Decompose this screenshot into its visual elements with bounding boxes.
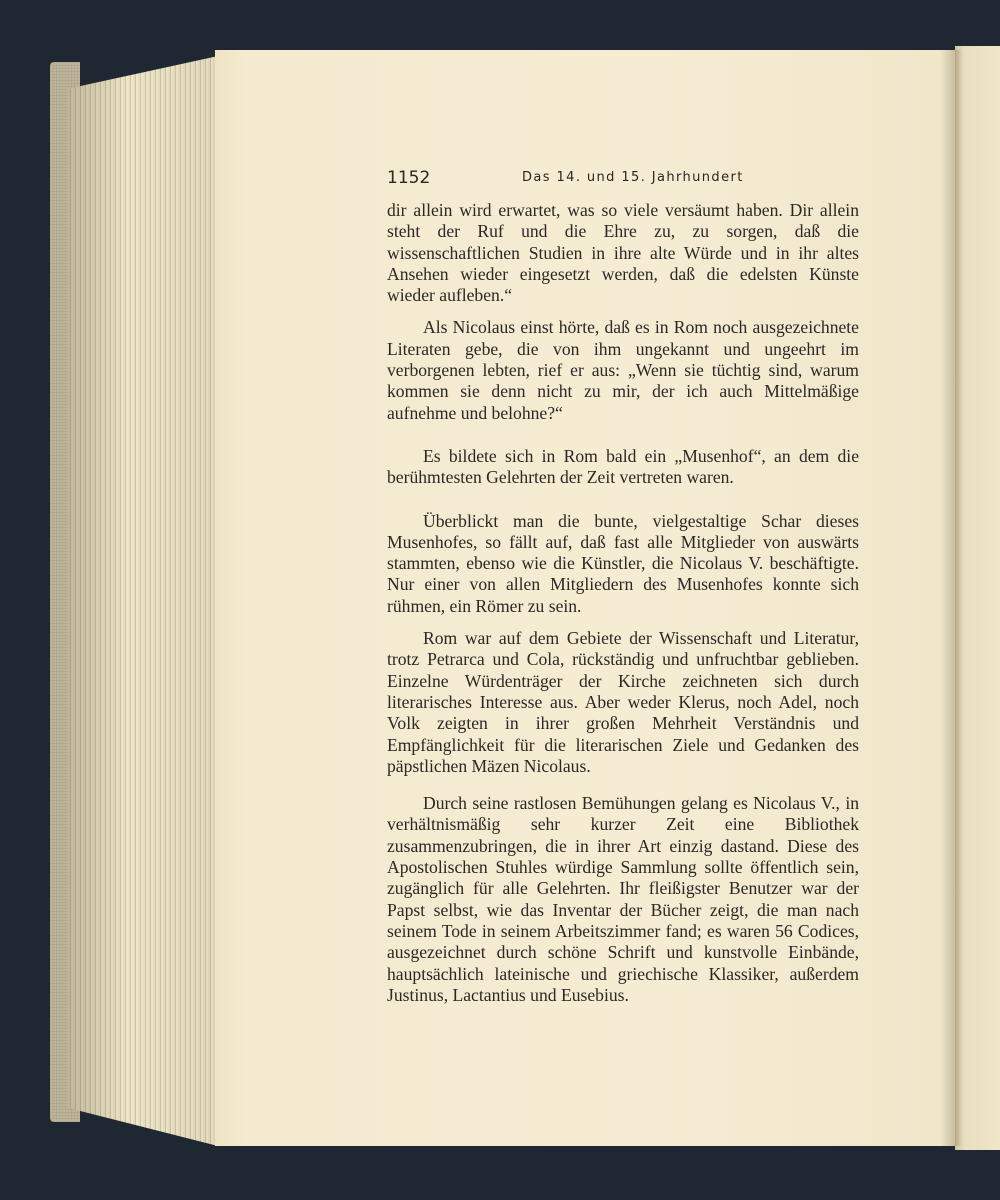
page-edges-shade — [68, 56, 218, 1146]
body-text — [387, 200, 859, 1006]
page-number: 1152 — [387, 168, 431, 188]
paragraph: Als Nicolaus einst hörte, daß es in Rom noch ausgezeichnete Literaten gebe, die von ihm ungekannt und ungeehrt im verborgenen lebten, rief er aus: „Wenn sie tüchtig sind, warum kommen sie denn nicht zu mir, der ich auch Mittelmäßige aufnehme und belohne?“ — [387, 317, 859, 423]
page-header — [387, 166, 857, 196]
page-gutter-shadow — [940, 50, 962, 1146]
paragraph: Rom war auf dem Gebiete der Wissenschaft und Literatur, trotz Petrarca und Cola, rückständig und unfruchtbar geblieben. Einzelne Würdenträger der Kirche zeichneten sich durch literarisches Interesse aus. Aber weder Klerus, noch Adel, noch Volk zeigten in ihrer großen Mehrheit Verständnis und Empfänglichkeit für die literarischen Ziele und Gedanken des päpstlichen Mäzen Nicolaus. — [387, 628, 859, 776]
running-head: Das 14. und 15. Jahrhundert — [522, 170, 744, 185]
paragraph: Es bildete sich in Rom bald ein „Musenhof“, an dem die berühmtesten Gelehrten der Zeit vertreten waren. — [387, 445, 859, 488]
paragraph: Überblickt man die bunte, vielgestaltige Schar dieses Musenhofes, so fällt auf, daß fast alle Mitglieder von auswärts stammten, ebenso wie die Künstler, die Nicolaus V. beschäftigte. Nur einer von allen Mitgliedern des Musenhofes konnte sich rühmen, ein Römer zu sein. — [387, 510, 859, 616]
paragraph: Durch seine rastlosen Bemühungen gelang es Nicolaus V., in verhältnismäßig sehr kurzer Zeit eine Bibliothek zusammenzubringen, die in ihrer Art einzig dastand. Diese des Apostolischen Stuhles würdige Sammlung sollte öffentlich sein, zugänglich für alle Gelehrten. Ihr fleißigster Benutzer war der Papst selbst, wie das Inventar der Bücher zeigt, die man nach seinem Tode in seinem Arbeitszimmer fand; es waren 56 Codices, ausgezeichnet durch schöne Schrift und kunstvolle Einbände, hauptsächlich lateinische und griechische Klassiker, außerdem Justinus, Lactantius und Eusebius. — [387, 793, 859, 1005]
paragraph: dir allein wird erwartet, was so viele versäumt haben. Dir allein steht der Ruf und die Ehre zu, zu sorgen, daß die wissenschaftlichen Studien in ihre alte Würde und in ihr altes Ansehen wieder eingesetzt werden, daß die edelsten Künste wieder aufleben.“ — [387, 200, 859, 306]
